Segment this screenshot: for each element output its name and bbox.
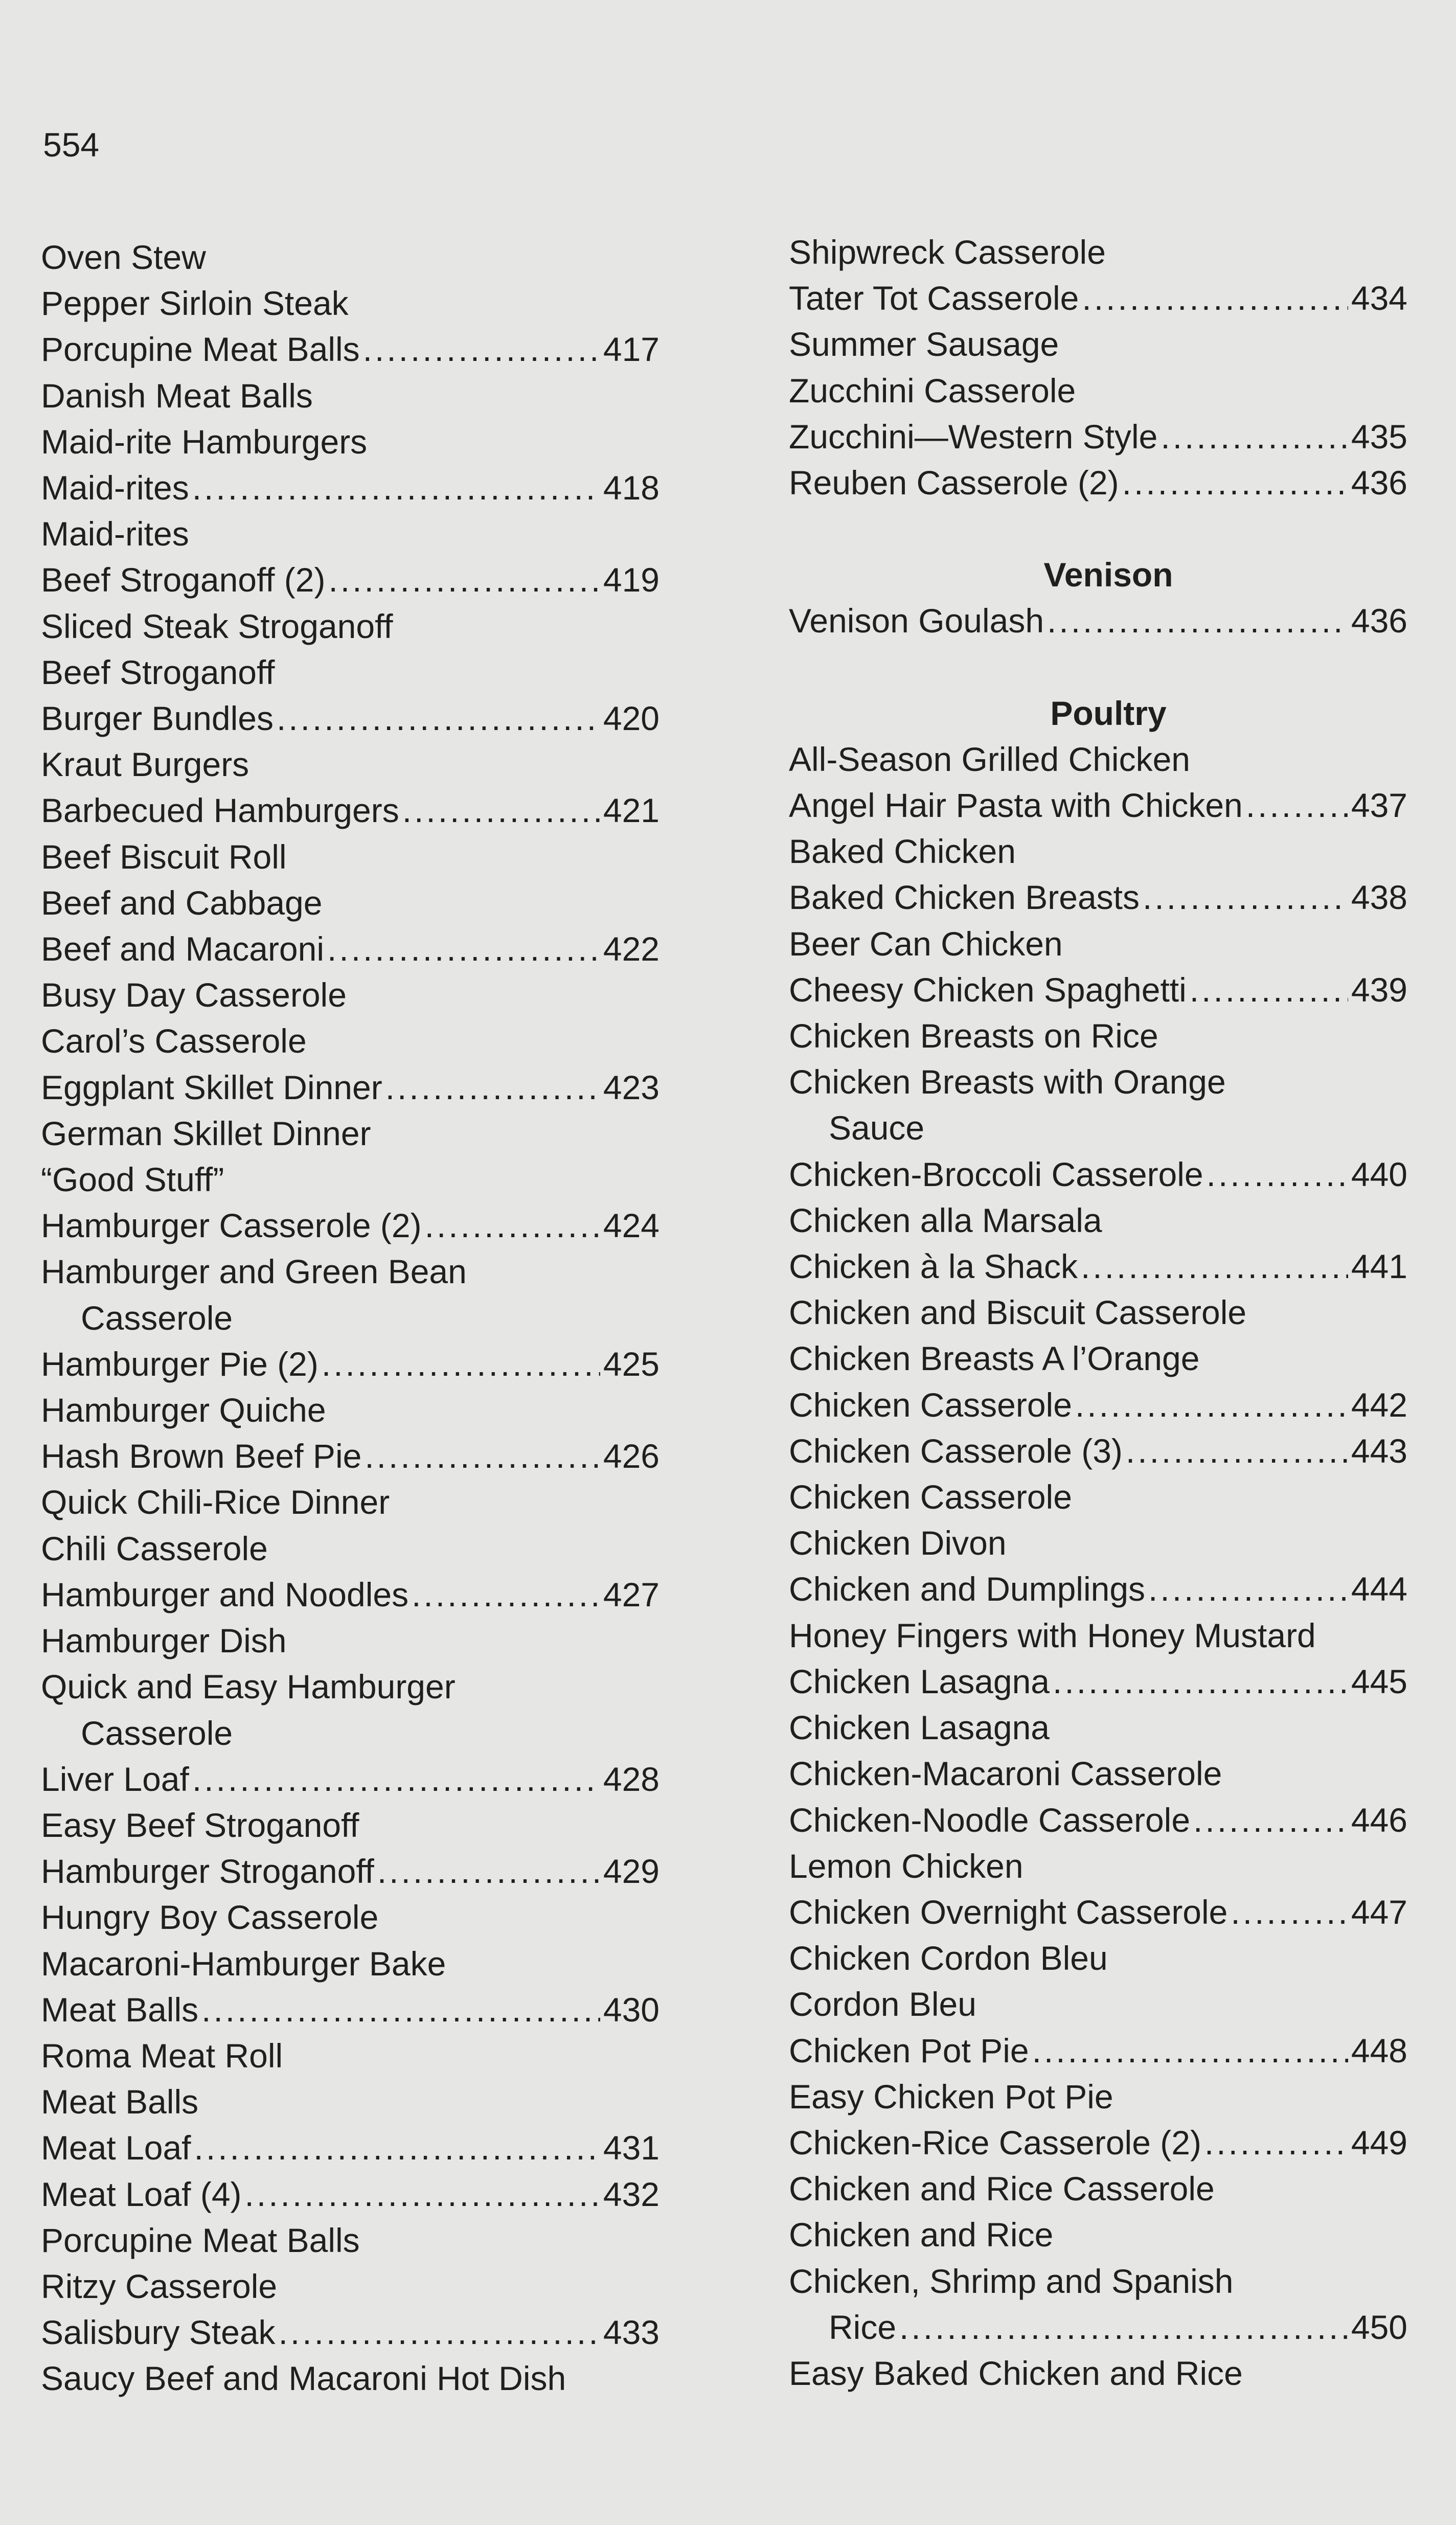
dot-leader <box>322 1341 600 1387</box>
recipe-name: Cordon Bleu <box>789 1985 976 2023</box>
page-ref: 422 <box>603 930 659 968</box>
recipe-name: Chicken-Rice Casserole (2) <box>789 2123 1201 2162</box>
index-entry <box>789 2074 1407 2120</box>
recipe-name: Chicken-Macaroni Casserole <box>789 1755 1222 1793</box>
dot-leader <box>279 2309 600 2355</box>
recipe-name: Shipwreck Casserole <box>789 233 1106 271</box>
recipe-name: Beef Stroganoff (2) <box>41 561 326 599</box>
dot-leader <box>1081 1243 1348 1289</box>
page-ref: 440 <box>1351 1155 1407 1193</box>
index-entry <box>41 880 659 926</box>
index-entry <box>41 834 659 880</box>
recipe-name: Hungry Boy Casserole <box>41 1898 379 1937</box>
index-entry <box>789 2212 1407 2258</box>
index-entry <box>789 967 1407 1013</box>
page-ref: 443 <box>1351 1431 1407 1470</box>
index-entry <box>789 1935 1407 1981</box>
index-entry <box>789 1981 1407 2027</box>
page-ref: 434 <box>1351 279 1407 317</box>
index-entry <box>41 695 659 741</box>
recipe-name: Chicken Casserole <box>789 1478 1072 1516</box>
recipe-name: Macaroni-Hamburger Bake <box>41 1944 446 1983</box>
index-entry <box>41 1802 659 1848</box>
recipe-name: “Good Stuff” <box>41 1161 224 1199</box>
index-entry <box>789 368 1407 414</box>
recipe-name: Sliced Steak Stroganoff <box>41 607 393 645</box>
recipe-name: Casserole <box>81 1714 233 1752</box>
recipe-name: Chicken-Broccoli Casserole <box>789 1155 1203 1193</box>
index-entry <box>41 1572 659 1618</box>
recipe-name: Pepper Sirloin Steak <box>41 284 349 323</box>
page-ref: 419 <box>603 561 659 599</box>
index-entry <box>789 1797 1407 1843</box>
section-heading: Poultry <box>1050 694 1167 732</box>
recipe-name: Chicken and Rice Casserole <box>789 2170 1215 2208</box>
recipe-name: Beef and Cabbage <box>41 883 323 922</box>
page-ref: 426 <box>603 1437 659 1475</box>
recipe-name: Tater Tot Casserole <box>789 279 1079 317</box>
dot-leader <box>1082 275 1348 321</box>
index-entry-continuation <box>41 1710 659 1756</box>
index-entry <box>41 1018 659 1064</box>
page-ref: 417 <box>603 330 659 369</box>
index-entry <box>41 787 659 833</box>
recipe-name: Hash Brown Beef Pie <box>41 1437 362 1475</box>
index-entry <box>41 1664 659 1710</box>
index-entry <box>789 1289 1407 1335</box>
index-entry <box>789 828 1407 874</box>
recipe-name: Chicken and Biscuit Casserole <box>789 1293 1247 1332</box>
index-entry <box>41 511 659 557</box>
page-ref: 428 <box>603 1760 659 1798</box>
index-entry <box>41 1987 659 2033</box>
index-entry <box>41 465 659 511</box>
index-entry <box>41 2263 659 2309</box>
recipe-name: Hamburger and Noodles <box>41 1575 409 1613</box>
index-entry <box>789 460 1407 506</box>
dot-leader <box>194 2125 600 2171</box>
dot-leader <box>1246 782 1348 828</box>
dot-leader <box>363 326 600 372</box>
recipe-name: Quick and Easy Hamburger <box>41 1668 456 1706</box>
recipe-name: Busy Day Casserole <box>41 976 347 1014</box>
index-entry <box>41 1756 659 1802</box>
index-entry <box>41 2171 659 2217</box>
index-entry <box>789 1474 1407 1520</box>
dot-leader <box>1148 1566 1348 1612</box>
page-ref: 420 <box>603 699 659 738</box>
recipe-name: Sauce <box>829 1109 925 1147</box>
index-entry <box>789 1428 1407 1474</box>
recipe-name: Meat Balls <box>41 1990 199 2029</box>
dot-leader <box>1231 1889 1348 1935</box>
index-entry <box>41 1526 659 1572</box>
recipe-name: Rice <box>829 2308 897 2346</box>
index-entry <box>789 1382 1407 1428</box>
dot-leader <box>192 465 600 511</box>
recipe-name: Meat Loaf <box>41 2129 191 2167</box>
section-spacer <box>789 644 1407 690</box>
recipe-name: Chicken Breasts with Orange <box>789 1063 1226 1101</box>
index-entry <box>41 2033 659 2079</box>
recipe-name: Liver Loaf <box>41 1760 189 1798</box>
page-ref: 430 <box>603 1990 659 2029</box>
recipe-name: Chicken Lasagna <box>789 1662 1050 1700</box>
recipe-name: Maid-rite Hamburgers <box>41 422 368 461</box>
index-entry <box>41 1341 659 1387</box>
index-entry <box>41 1894 659 1940</box>
index-column-left <box>41 234 659 2402</box>
index-entry <box>41 1248 659 1294</box>
recipe-name: Hamburger Stroganoff <box>41 1852 374 1891</box>
index-entry <box>41 1202 659 1248</box>
index-entry <box>41 1618 659 1664</box>
recipe-name: Easy Baked Chicken and Rice <box>789 2354 1243 2392</box>
recipe-name: Zucchini Casserole <box>789 371 1076 410</box>
index-entry <box>789 1566 1407 1612</box>
dot-leader <box>1143 874 1348 920</box>
recipe-name: Hamburger Dish <box>41 1622 287 1660</box>
index-entry <box>41 2309 659 2355</box>
dot-leader <box>1075 1382 1348 1428</box>
recipe-name: Quick Chili-Rice Dinner <box>41 1483 390 1521</box>
recipe-name: Chicken Cordon Bleu <box>789 1939 1108 1977</box>
index-entry <box>41 234 659 280</box>
dot-leader <box>201 1987 600 2033</box>
recipe-name: Chicken Casserole <box>789 1385 1072 1424</box>
recipe-name: Chicken and Rice <box>789 2216 1054 2254</box>
dot-leader <box>899 2304 1348 2350</box>
index-entry <box>41 1433 659 1479</box>
page-ref: 447 <box>1351 1893 1407 1931</box>
recipe-name: Kraut Burgers <box>41 745 249 784</box>
recipe-name: Roma Meat Roll <box>41 2036 283 2075</box>
index-entry <box>41 649 659 695</box>
recipe-name: Hamburger Casserole (2) <box>41 1207 422 1245</box>
page-ref: 423 <box>603 1068 659 1106</box>
index-entry <box>41 1848 659 1894</box>
page-ref: 432 <box>603 2175 659 2213</box>
index-entry <box>41 972 659 1018</box>
index-entry <box>789 2258 1407 2304</box>
index-entry <box>41 419 659 465</box>
index-entry <box>789 598 1407 644</box>
page-ref: 446 <box>1351 1801 1407 1839</box>
dot-leader <box>192 1756 600 1802</box>
index-entry <box>41 1479 659 1525</box>
page-number: 554 <box>43 126 100 164</box>
index-entry <box>41 1156 659 1202</box>
recipe-name: Venison Goulash <box>789 602 1044 640</box>
dot-leader <box>328 557 600 603</box>
recipe-name: Beer Can Chicken <box>789 924 1063 963</box>
page-ref: 418 <box>603 469 659 507</box>
page-ref: 445 <box>1351 1662 1407 1700</box>
recipe-name: Carol’s Casserole <box>41 1022 307 1060</box>
index-entry <box>789 1197 1407 1243</box>
index-entry <box>41 280 659 326</box>
recipe-name: Oven Stew <box>41 238 206 276</box>
dot-leader <box>425 1202 600 1248</box>
page-ref: 437 <box>1351 786 1407 825</box>
index-entry <box>789 2350 1407 2396</box>
dot-leader <box>385 1064 600 1110</box>
recipe-name: Barbecued Hamburgers <box>41 791 399 830</box>
index-entry <box>789 1658 1407 1704</box>
index-entry <box>789 1013 1407 1059</box>
index-entry <box>789 921 1407 967</box>
recipe-name: Chicken alla Marsala <box>789 1201 1102 1239</box>
page-ref: 438 <box>1351 878 1407 917</box>
dot-leader <box>412 1572 600 1618</box>
index-entry-continuation <box>41 1295 659 1341</box>
index-entry <box>789 229 1407 275</box>
recipe-name: Saucy Beef and Macaroni Hot Dish <box>41 2359 566 2398</box>
recipe-name: Salisbury Steak <box>41 2313 276 2352</box>
recipe-name: Hamburger and Green Bean <box>41 1253 467 1291</box>
index-entry <box>789 1843 1407 1889</box>
dot-leader <box>1126 1428 1348 1474</box>
index-entry <box>41 1110 659 1156</box>
recipe-name: German Skillet Dinner <box>41 1114 371 1152</box>
dot-leader <box>365 1433 600 1479</box>
page-ref: 436 <box>1351 464 1407 502</box>
recipe-name: Chili Casserole <box>41 1529 268 1567</box>
page-ref: 435 <box>1351 417 1407 456</box>
recipe-name: Summer Sausage <box>789 325 1059 363</box>
recipe-name: Chicken Breasts A l’Orange <box>789 1339 1200 1378</box>
recipe-name: Beef Stroganoff <box>41 653 275 691</box>
recipe-name: Chicken à la Shack <box>789 1247 1078 1286</box>
recipe-name: Chicken and Dumplings <box>789 1570 1146 1608</box>
index-entry <box>789 1151 1407 1197</box>
index-column-right <box>789 229 1407 2396</box>
recipe-name: Baked Chicken Breasts <box>789 878 1140 917</box>
index-entry <box>789 1335 1407 1381</box>
page-ref: 424 <box>603 1207 659 1245</box>
index-entry <box>789 321 1407 367</box>
recipe-name: Chicken Overnight Casserole <box>789 1893 1228 1931</box>
recipe-name: Chicken-Noodle Casserole <box>789 1801 1191 1839</box>
recipe-name: Casserole <box>81 1299 233 1337</box>
index-entry <box>41 326 659 372</box>
section-spacer <box>789 506 1407 552</box>
index-entry <box>789 1704 1407 1750</box>
index-entry <box>41 1941 659 1987</box>
recipe-name: Honey Fingers with Honey Mustard <box>789 1616 1316 1654</box>
recipe-name: Angel Hair Pasta with Chicken <box>789 786 1243 825</box>
dot-leader <box>245 2171 600 2217</box>
recipe-name: Chicken Divon <box>789 1524 1007 1562</box>
recipe-name: Reuben Casserole (2) <box>789 464 1119 502</box>
recipe-name: Danish Meat Balls <box>41 376 313 415</box>
dot-leader <box>1204 2120 1348 2166</box>
dot-leader <box>327 926 600 972</box>
page-ref: 433 <box>603 2313 659 2352</box>
recipe-name: Chicken Breasts on Rice <box>789 1017 1158 1055</box>
index-entry-continuation <box>789 1105 1407 1151</box>
index-entry <box>789 1520 1407 1566</box>
index-entry <box>789 414 1407 460</box>
index-entry <box>41 741 659 787</box>
recipe-name: Maid-rites <box>41 515 189 553</box>
index-entry <box>789 2028 1407 2074</box>
dot-leader <box>1032 2028 1348 2074</box>
index-entry <box>41 2125 659 2171</box>
recipe-name: Baked Chicken <box>789 832 1016 871</box>
recipe-name: Chicken, Shrimp and Spanish <box>789 2262 1234 2300</box>
index-entry <box>789 1750 1407 1796</box>
recipe-name: Hamburger Quiche <box>41 1391 326 1429</box>
dot-leader <box>277 695 600 741</box>
page-ref: 441 <box>1351 1247 1407 1286</box>
index-entry <box>789 275 1407 321</box>
recipe-name: Chicken Casserole (3) <box>789 1431 1123 1470</box>
recipe-name: Porcupine Meat Balls <box>41 330 360 369</box>
index-entry <box>41 373 659 419</box>
dot-leader <box>1207 1151 1348 1197</box>
dot-leader <box>377 1848 600 1894</box>
recipe-name: Porcupine Meat Balls <box>41 2221 360 2259</box>
page-ref: 449 <box>1351 2123 1407 2162</box>
recipe-name: All-Season Grilled Chicken <box>789 740 1191 778</box>
dot-leader <box>402 787 600 833</box>
section-heading: Venison <box>1043 556 1173 594</box>
index-entry <box>789 1889 1407 1935</box>
dot-leader <box>1193 1797 1348 1843</box>
index-entry <box>789 1059 1407 1105</box>
index-entry <box>789 736 1407 782</box>
page-ref: 444 <box>1351 1570 1407 1608</box>
index-entry <box>789 1243 1407 1289</box>
page-ref: 421 <box>603 791 659 830</box>
recipe-name: Ritzy Casserole <box>41 2267 278 2305</box>
recipe-name: Cheesy Chicken Spaghetti <box>789 970 1187 1009</box>
index-entry <box>789 2120 1407 2166</box>
recipe-name: Zucchini—Western Style <box>789 417 1158 456</box>
recipe-name: Eggplant Skillet Dinner <box>41 1068 382 1106</box>
recipe-name: Hamburger Pie (2) <box>41 1345 318 1383</box>
index-entry <box>41 1387 659 1433</box>
index-entry <box>789 2166 1407 2212</box>
recipe-name: Easy Beef Stroganoff <box>41 1806 359 1844</box>
page-ref: 442 <box>1351 1385 1407 1424</box>
index-entry-continuation <box>789 2304 1407 2350</box>
recipe-name: Maid-rites <box>41 469 189 507</box>
index-entry <box>41 2355 659 2401</box>
index-entry <box>789 1612 1407 1658</box>
index-entry <box>41 603 659 649</box>
recipe-name: Burger Bundles <box>41 699 274 738</box>
page-ref: 425 <box>603 1345 659 1383</box>
recipe-name: Beef and Macaroni <box>41 930 325 968</box>
page-ref: 450 <box>1351 2308 1407 2346</box>
index-entry <box>41 1064 659 1110</box>
dot-leader <box>1053 1658 1348 1704</box>
index-entry <box>41 2079 659 2125</box>
index-entry <box>41 557 659 603</box>
page-ref: 431 <box>603 2129 659 2167</box>
index-entry <box>41 926 659 972</box>
recipe-name: Chicken Lasagna <box>789 1709 1050 1747</box>
recipe-name: Beef Biscuit Roll <box>41 837 287 876</box>
page-ref: 429 <box>603 1852 659 1891</box>
recipe-name: Meat Balls <box>41 2083 199 2121</box>
page-ref: 439 <box>1351 970 1407 1009</box>
recipe-name: Meat Loaf (4) <box>41 2175 242 2213</box>
recipe-name: Lemon Chicken <box>789 1847 1023 1885</box>
index-entry <box>789 782 1407 828</box>
page-ref: 427 <box>603 1575 659 1613</box>
dot-leader <box>1122 460 1348 506</box>
dot-leader <box>1047 598 1348 644</box>
recipe-name: Chicken Pot Pie <box>789 2031 1029 2069</box>
index-entry <box>789 874 1407 920</box>
recipe-name: Easy Chicken Pot Pie <box>789 2077 1113 2115</box>
page-ref: 448 <box>1351 2031 1407 2069</box>
dot-leader <box>1161 414 1348 460</box>
dot-leader <box>1190 967 1348 1013</box>
index-entry <box>41 2217 659 2263</box>
page-ref: 436 <box>1351 602 1407 640</box>
